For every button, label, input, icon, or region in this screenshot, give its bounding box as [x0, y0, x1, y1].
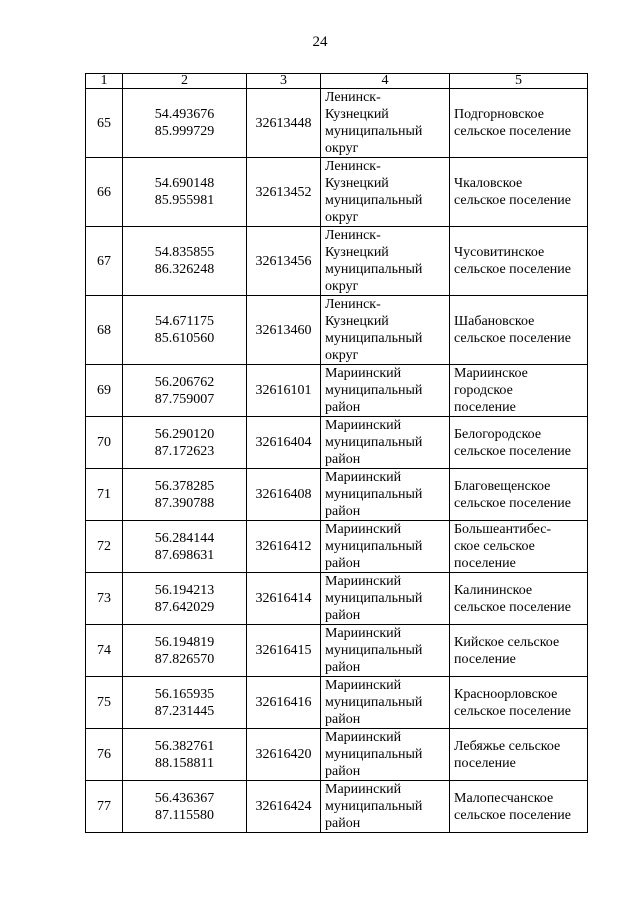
latitude-value: 56.165935	[154, 686, 215, 702]
settlement-line: Чусовитинское	[454, 245, 545, 260]
district-line: муниципальный	[325, 695, 423, 710]
oktmo-code-cell: 32613448	[247, 89, 321, 158]
coordinates-cell	[123, 781, 247, 833]
settlement-line: Кийское сельское	[454, 634, 560, 650]
district-line: район	[325, 660, 361, 675]
row-number-cell: 74	[86, 625, 123, 677]
longitude-value: 87.172623	[154, 443, 215, 459]
settlement-line: Лебяжье сельское	[454, 738, 561, 754]
settlement-cell	[450, 227, 588, 296]
table-header-row	[86, 74, 588, 89]
table-row	[86, 729, 588, 781]
header-cell-5: 5	[450, 74, 588, 89]
settlement-line: сельское поселение	[454, 495, 571, 511]
district-line: муниципальный	[325, 383, 423, 398]
district-line: Мариинский	[325, 574, 402, 589]
settlement-line: Красноорловское	[454, 686, 558, 702]
settlement-line: сельское поселение	[454, 331, 571, 346]
settlement-line: поселение	[454, 755, 516, 771]
latitude-value: 56.206762	[154, 374, 215, 390]
longitude-value: 87.642029	[154, 599, 215, 615]
district-line: округ	[325, 210, 359, 225]
coordinates-cell	[123, 417, 247, 469]
longitude-value: 88.158811	[155, 755, 214, 771]
district-line: муниципальный	[325, 331, 423, 346]
district-line: Ленинск-	[325, 228, 381, 243]
district-line: Ленинск-	[325, 159, 381, 174]
oktmo-code-cell: 32616416	[247, 677, 321, 729]
coordinates-cell	[123, 158, 247, 227]
header-cell-4: 4	[321, 74, 450, 89]
settlement-line: Подгорновское	[454, 107, 544, 122]
district-line: район	[325, 764, 361, 779]
header-cell-2: 2	[123, 74, 247, 89]
district-line: Мариинский	[325, 730, 402, 745]
oktmo-code-cell: 32616412	[247, 521, 321, 573]
district-line: Кузнецкий	[325, 176, 389, 191]
latitude-value: 56.382761	[154, 738, 215, 754]
latitude-value: 54.671175	[155, 314, 214, 329]
district-line: Мариинский	[325, 470, 402, 485]
settlement-line: Благовещенское	[454, 478, 551, 494]
district-line: Мариинский	[325, 678, 402, 693]
district-line: Ленинск-	[325, 90, 381, 105]
district-cell	[321, 677, 450, 729]
district-line: Мариинский	[325, 626, 402, 641]
district-line: Мариинский	[325, 522, 402, 537]
coordinates-cell	[123, 89, 247, 158]
row-number-cell: 65	[86, 89, 123, 158]
longitude-value: 85.610560	[154, 331, 215, 346]
district-line: район	[325, 608, 361, 623]
row-number-cell: 67	[86, 227, 123, 296]
row-number-cell: 72	[86, 521, 123, 573]
oktmo-code-cell: 32616420	[247, 729, 321, 781]
oktmo-code-cell: 32616415	[247, 625, 321, 677]
table-row	[86, 521, 588, 573]
district-line: Мариинский	[325, 782, 402, 797]
settlement-line: сельское поселение	[454, 703, 571, 719]
district-line: район	[325, 452, 361, 467]
latitude-value: 56.290120	[154, 426, 215, 442]
district-line: Кузнецкий	[325, 245, 389, 260]
latitude-value: 54.493676	[154, 107, 215, 122]
settlement-cell	[450, 729, 588, 781]
table-row	[86, 573, 588, 625]
table-row	[86, 625, 588, 677]
coordinates-cell	[123, 677, 247, 729]
settlement-line: Чкаловское	[454, 176, 523, 191]
longitude-value: 87.826570	[154, 651, 215, 667]
settlement-cell	[450, 677, 588, 729]
settlement-line: Шабановское	[454, 314, 535, 329]
district-line: район	[325, 504, 361, 519]
district-line: район	[325, 400, 361, 415]
table-row	[86, 296, 588, 365]
latitude-value: 56.194819	[154, 634, 215, 650]
table-row	[86, 365, 588, 417]
settlement-cell	[450, 417, 588, 469]
settlement-line: поселение	[454, 400, 516, 415]
latitude-value: 56.378285	[154, 478, 215, 494]
district-line: округ	[325, 141, 359, 156]
district-cell	[321, 729, 450, 781]
settlement-line: ское сельское	[454, 539, 535, 554]
settlement-cell	[450, 89, 588, 158]
coordinates-cell	[123, 521, 247, 573]
coordinates-cell	[123, 469, 247, 521]
longitude-value: 86.326248	[154, 262, 215, 277]
district-cell	[321, 89, 450, 158]
district-cell	[321, 625, 450, 677]
latitude-value: 56.436367	[154, 790, 215, 806]
settlement-line: сельское поселение	[454, 124, 571, 139]
table-row	[86, 89, 588, 158]
row-number-cell: 69	[86, 365, 123, 417]
district-cell	[321, 573, 450, 625]
oktmo-code-cell: 32616408	[247, 469, 321, 521]
district-line: Кузнецкий	[325, 314, 389, 329]
district-cell	[321, 417, 450, 469]
district-cell	[321, 781, 450, 833]
district-cell	[321, 158, 450, 227]
oktmo-code-cell: 32616404	[247, 417, 321, 469]
settlement-cell	[450, 469, 588, 521]
district-line: округ	[325, 279, 359, 294]
settlement-line: сельское поселение	[454, 443, 571, 459]
longitude-value: 85.955981	[154, 193, 215, 208]
coordinates-cell	[123, 227, 247, 296]
oktmo-code-cell: 32613456	[247, 227, 321, 296]
row-number-cell: 66	[86, 158, 123, 227]
district-cell	[321, 521, 450, 573]
district-line: муниципальный	[325, 539, 423, 554]
coordinates-cell	[123, 296, 247, 365]
settlement-line: городское	[454, 383, 513, 398]
district-line: муниципальный	[325, 262, 423, 277]
district-cell	[321, 365, 450, 417]
row-number-cell: 77	[86, 781, 123, 833]
district-cell	[321, 469, 450, 521]
table-row	[86, 227, 588, 296]
longitude-value: 87.231445	[154, 703, 215, 719]
district-cell	[321, 296, 450, 365]
settlement-line: сельское поселение	[454, 193, 571, 208]
district-cell	[321, 227, 450, 296]
district-line: муниципальный	[325, 643, 423, 658]
settlement-line: поселение	[454, 651, 516, 667]
coordinates-cell	[123, 625, 247, 677]
oktmo-code-cell: 32613460	[247, 296, 321, 365]
row-number-cell: 73	[86, 573, 123, 625]
table-row	[86, 417, 588, 469]
settlement-line: сельское поселение	[454, 262, 571, 277]
district-line: район	[325, 556, 361, 571]
district-line: Ленинск-	[325, 297, 381, 312]
settlement-line: поселение	[454, 556, 516, 571]
oktmo-code-cell: 32613452	[247, 158, 321, 227]
district-line: муниципальный	[325, 435, 423, 450]
latitude-value: 56.284144	[154, 530, 215, 546]
district-line: Мариинский	[325, 418, 402, 433]
district-line: муниципальный	[325, 799, 423, 814]
district-line: район	[325, 712, 361, 727]
table-row	[86, 158, 588, 227]
row-number-cell: 76	[86, 729, 123, 781]
settlement-cell	[450, 521, 588, 573]
district-line: муниципальный	[325, 591, 423, 606]
settlement-line: Малопесчанское	[454, 790, 554, 806]
district-line: Кузнецкий	[325, 107, 389, 122]
settlement-cell	[450, 625, 588, 677]
row-number-cell: 70	[86, 417, 123, 469]
settlement-cell	[450, 573, 588, 625]
longitude-value: 87.698631	[154, 547, 215, 563]
district-line: муниципальный	[325, 124, 423, 139]
settlement-line: Калининское	[454, 582, 533, 598]
row-number-cell: 71	[86, 469, 123, 521]
settlement-line: сельское поселение	[454, 807, 571, 823]
settlement-line: Большеантибес-	[454, 522, 552, 537]
longitude-value: 87.759007	[154, 391, 215, 407]
settlement-cell	[450, 158, 588, 227]
coordinates-cell	[123, 365, 247, 417]
header-cell-1: 1	[86, 74, 123, 89]
settlement-line: Мариинское	[454, 366, 528, 381]
oktmo-code-cell: 32616414	[247, 573, 321, 625]
coordinates-cell	[123, 729, 247, 781]
settlement-line: сельское поселение	[454, 599, 571, 615]
settlement-cell	[450, 365, 588, 417]
district-line: Мариинский	[325, 366, 402, 381]
latitude-value: 54.835855	[154, 245, 215, 260]
longitude-value: 85.999729	[154, 124, 215, 139]
oktmo-code-cell: 32616101	[247, 365, 321, 417]
longitude-value: 87.115580	[155, 807, 214, 823]
district-line: округ	[325, 348, 359, 363]
table-row	[86, 469, 588, 521]
district-line: муниципальный	[325, 747, 423, 762]
latitude-value: 54.690148	[154, 176, 215, 191]
oktmo-code-cell: 32616424	[247, 781, 321, 833]
longitude-value: 87.390788	[154, 495, 215, 511]
table-row	[86, 781, 588, 833]
coordinates-cell	[123, 573, 247, 625]
settlement-line: Белогородское	[454, 426, 542, 442]
settlement-cell	[450, 296, 588, 365]
header-cell-3: 3	[247, 74, 321, 89]
page-number: 24	[312, 34, 328, 50]
row-number-cell: 75	[86, 677, 123, 729]
district-line: район	[325, 816, 361, 831]
settlement-cell	[450, 781, 588, 833]
table-row	[86, 677, 588, 729]
latitude-value: 56.194213	[154, 582, 215, 598]
district-line: муниципальный	[325, 193, 423, 208]
settlements-table	[85, 73, 588, 833]
row-number-cell: 68	[86, 296, 123, 365]
district-line: муниципальный	[325, 487, 423, 502]
